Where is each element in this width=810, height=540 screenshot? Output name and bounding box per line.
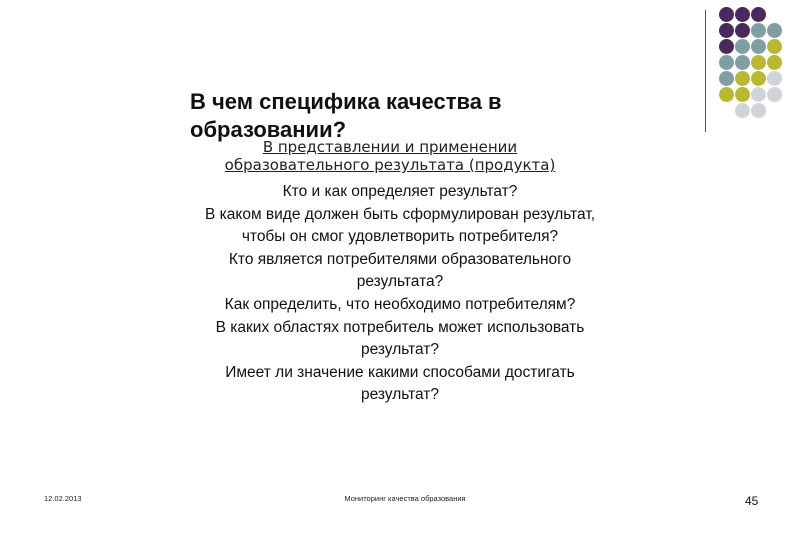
decorative-dot (767, 55, 782, 70)
body-line: результат? (360, 386, 440, 404)
decorative-dot (767, 71, 782, 86)
body-line: В каких областях потребитель может использовать (215, 318, 585, 336)
body-line: Кто является потребителями образовательного (228, 250, 572, 268)
decorative-dot (735, 103, 750, 118)
decorative-dot (719, 23, 734, 38)
decorative-vertical-line (705, 10, 706, 132)
decorative-dot (751, 23, 766, 38)
decorative-dot (767, 39, 782, 54)
decorative-dot (719, 39, 734, 54)
decorative-dot (751, 71, 766, 86)
decorative-dot (751, 55, 766, 70)
decorative-dot (719, 71, 734, 86)
decorative-dot (735, 23, 750, 38)
decorative-dot (735, 71, 750, 86)
decorative-dot (719, 87, 734, 102)
body-line: Имеет ли значение какими способами достигать (225, 363, 575, 381)
footer-title: Мониторинг качества образования (344, 494, 466, 503)
body-line: Кто и как определяет результат? (282, 183, 518, 200)
body-line: чтобы он смог удовлетворить потребителя? (241, 228, 559, 246)
decorative-dot (719, 7, 734, 22)
decorative-dot (735, 87, 750, 102)
decorative-dot (751, 7, 766, 22)
decorative-dot (735, 55, 750, 70)
decorative-dot (751, 39, 766, 54)
slide-title: В чем специфика качества в образовании? (190, 89, 502, 142)
decorative-dot (735, 39, 750, 54)
body-line: результата? (356, 273, 444, 291)
body-line: результат? (360, 341, 440, 359)
decorative-dot (767, 23, 782, 38)
slide-subtitle: В представлении и применении образовательного результата (продукта) (224, 138, 556, 174)
page-number: 45 (745, 494, 759, 508)
decorative-dot (751, 103, 766, 118)
body-line: Как определить, что необходимо потребителям? (224, 295, 576, 313)
footer-date: 12.02.2013 (44, 494, 82, 503)
body-line: В каком виде должен быть сформулирован результат, (204, 205, 596, 223)
decorative-dot (719, 55, 734, 70)
decorative-dot (751, 87, 766, 102)
decorative-dot-grid (719, 7, 809, 117)
slide-body (170, 181, 630, 407)
decorative-dot (735, 7, 750, 22)
decorative-dot (767, 87, 782, 102)
